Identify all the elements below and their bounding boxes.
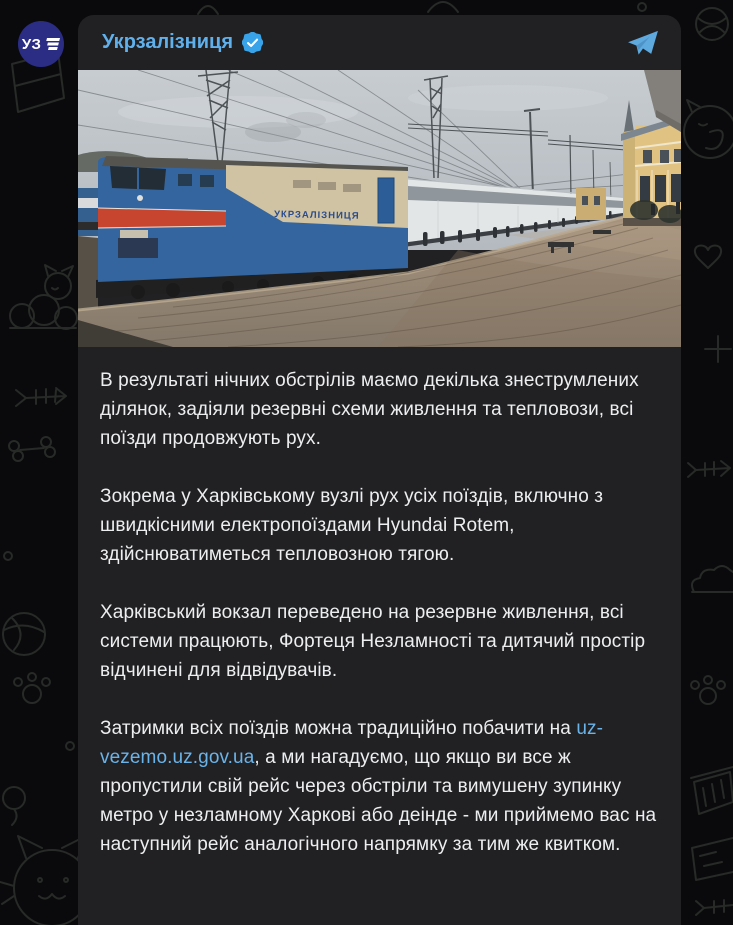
post-paragraph: Зокрема у Харківському вузлі рух усіх поїздів, включно з швидкісними електропоїздами Hyundai Rotem, здійснюватиметься тепловозною тягою. [100, 486, 604, 565]
post-photo[interactable] [78, 70, 681, 347]
paragraph4-before-link: Затримки всіх поїздів можна традиційно побачити на [100, 718, 577, 739]
share-icon[interactable] [625, 29, 661, 57]
avatar-uz-monogram: УЗ [21, 35, 42, 53]
avatar-flag-icon [44, 38, 60, 50]
post-paragraph: Харківський вокзал переведено на резервне живлення, всі системи працюють, Фортеця Незламності та дитячий простір відчинені для відвідувачів. [100, 602, 646, 681]
post-text [78, 347, 681, 859]
post-header [78, 15, 681, 70]
station-photo-illustration [78, 70, 681, 347]
train-livery-text: УКРЗАЛІЗНИЦЯ [273, 209, 360, 222]
post-paragraph [100, 714, 657, 859]
channel-name[interactable]: Укрзалізниця [102, 31, 233, 53]
paragraph4-after-link: , а ми нагадуємо, що якщо ви все ж пропустили свій рейс через обстріли та вимушену зупинку метро у незламному Харкові або деінде - ми приймемо вас на наступний рейс аналогічного напрямку за тим же квитком. [100, 747, 657, 855]
verified-badge-icon [242, 32, 263, 53]
uz-vezemo-link[interactable]: uz-vezemo.uz.gov.ua [100, 718, 604, 768]
post-paragraph: В результаті нічних обстрілів маємо декілька знеструмлених ділянок, задіяли резервні схеми живлення та тепловози, всі поїзди продовжують рух. [100, 370, 639, 449]
channel-avatar[interactable] [18, 21, 64, 67]
post-message-bubble [78, 15, 681, 925]
